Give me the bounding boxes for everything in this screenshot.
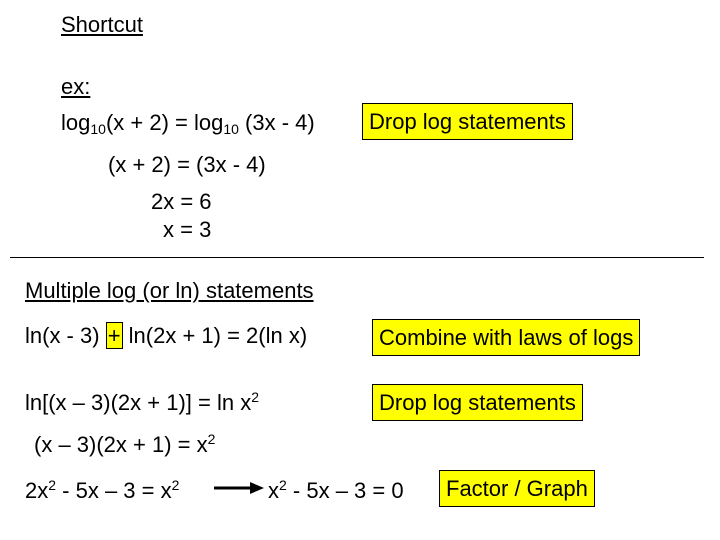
- note-combine-laws: Combine with laws of logs: [372, 319, 640, 356]
- example-equation-1: [61, 112, 315, 136]
- eq-ln1-after: ln(2x + 1) = 2(ln x): [122, 323, 308, 348]
- eq1-base-b: 10: [223, 121, 239, 137]
- equation-ln-3: [34, 432, 215, 456]
- eq1-arg-a: (x + 2) = log: [105, 110, 224, 135]
- eq-ln2-main: ln[(x – 3)(2x + 1)] = ln x: [25, 390, 252, 415]
- eq-ln2-exp: 2: [251, 389, 259, 405]
- eq-ln4-b: - 5x – 3 = x: [56, 478, 172, 503]
- eq-ln5-b: - 5x – 3 = 0: [286, 478, 404, 503]
- equation-ln-1: [25, 325, 307, 347]
- note-drop-log-2: Drop log statements: [372, 384, 583, 421]
- plus-highlight: +: [107, 323, 121, 348]
- eq-ln3-main: (x – 3)(2x + 1) = x: [34, 432, 208, 457]
- eq-ln5-a: x: [268, 478, 279, 503]
- example-equation-4: x = 3: [163, 217, 212, 242]
- example-equation-2: (x + 2) = (3x - 4): [108, 152, 266, 177]
- arrow-right-icon: [214, 480, 264, 496]
- section2-heading: Multiple log (or ln) statements: [25, 278, 314, 303]
- eq1-arg-b: (3x - 4): [238, 110, 315, 135]
- equation-ln-4: [25, 478, 179, 502]
- eq-ln3-exp: 2: [207, 431, 216, 447]
- example-equation-3: 2x = 6: [151, 189, 212, 214]
- eq-ln5-a-exp: 2: [279, 477, 287, 493]
- ex-label: ex:: [61, 74, 91, 99]
- eq-ln4-a-exp: 2: [48, 477, 57, 493]
- eq-ln4-b-exp: 2: [171, 477, 180, 493]
- note-drop-log-1: Drop log statements: [362, 103, 573, 140]
- eq1-log: log: [61, 110, 91, 135]
- heading-shortcut: Shortcut: [61, 12, 143, 37]
- equation-ln-5: [268, 478, 404, 502]
- eq-ln1-before: ln(x - 3): [25, 323, 106, 348]
- note-factor-graph: Factor / Graph: [439, 470, 595, 507]
- eq1-base-a: 10: [90, 121, 106, 137]
- section-divider: [10, 257, 704, 258]
- eq-ln4-a: 2x: [25, 478, 49, 503]
- equation-ln-2: [25, 390, 259, 414]
